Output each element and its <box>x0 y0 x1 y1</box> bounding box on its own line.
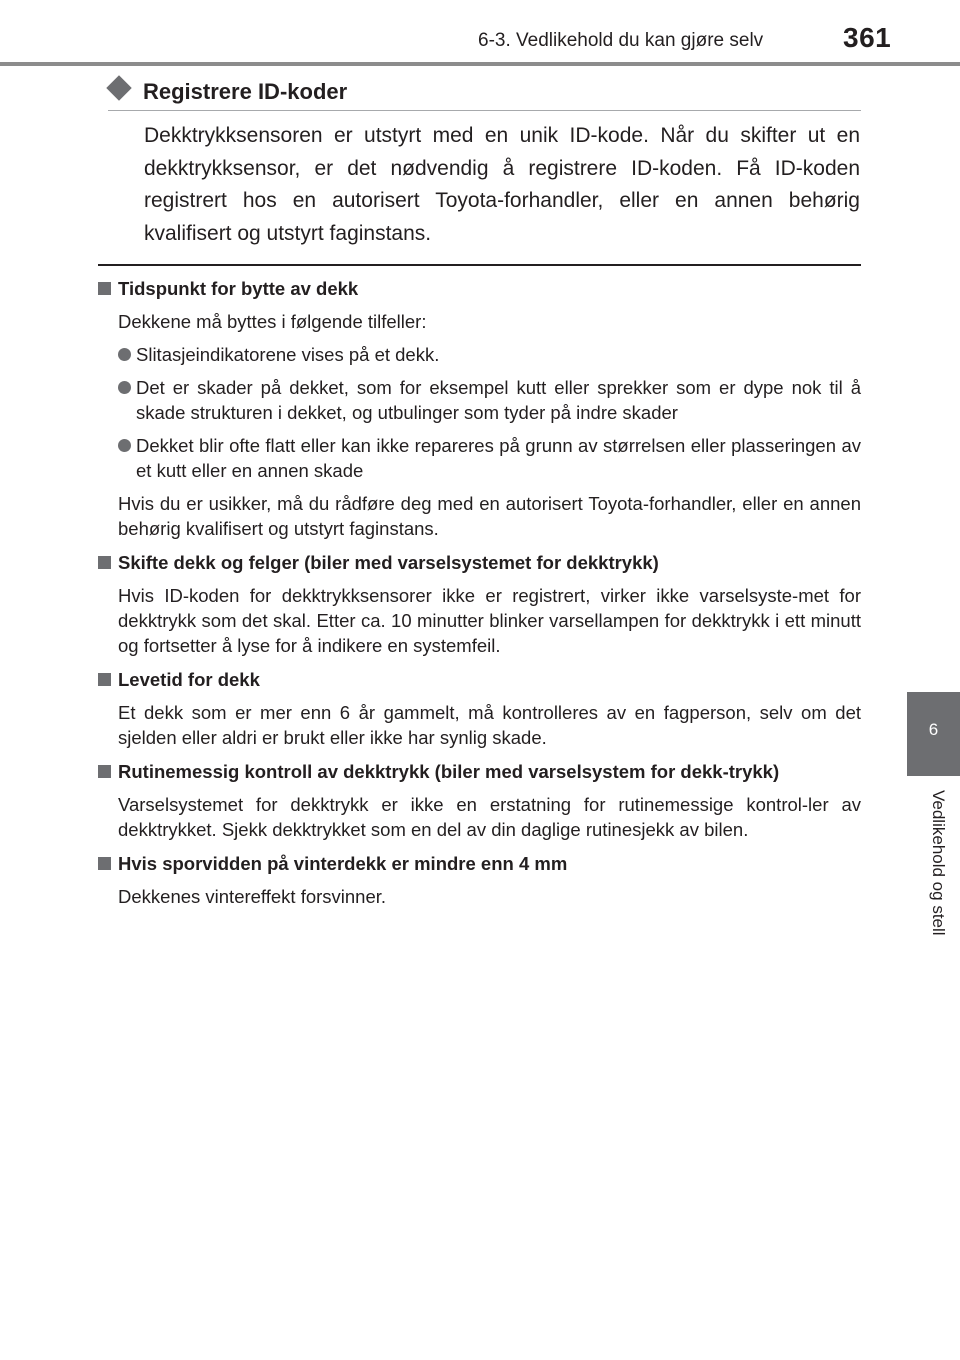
topic-heading-text: Skifte dekk og felger (biler med varselsystemet for dekktrykk) <box>118 552 659 573</box>
list-item-text: Dekket blir ofte flatt eller kan ikke repareres på grunn av størrelsen eller plasseringen av et kutt eller en annen skade <box>136 435 861 481</box>
topic-body: Et dekk som er mer enn 6 år gammelt, må kontrolleres av en fagperson, selv om det sjelden eller aldri er brukt eller ikke har synlig skade. <box>118 702 861 748</box>
section-heading <box>108 76 861 111</box>
topic-winter-tread-depth <box>98 851 861 909</box>
topic-heading <box>98 667 861 692</box>
topic-tire-replacement-time <box>98 276 861 541</box>
list-item <box>98 375 861 425</box>
square-bullet-icon <box>98 857 111 870</box>
topic-intro: Dekkene må byttes i følgende tilfeller: <box>118 311 427 332</box>
chapter-tab-number: 6 <box>928 720 939 739</box>
topic-routine-pressure-check <box>98 759 861 842</box>
section-divider <box>98 264 861 266</box>
list-item-text: Det er skader på dekket, som for eksempel kutt eller sprekker som er dype nok til å skade strukturen i dekket, og utbulinger som tyder på indre skader <box>136 377 861 423</box>
topic-heading <box>98 276 861 301</box>
topic-body: Dekkenes vintereffekt forsvinner. <box>118 886 387 907</box>
list-item-text: Slitasjeindikatorene vises på et dekk. <box>136 344 440 365</box>
chapter-tab-label: Vedlikehold og stell <box>929 790 948 936</box>
topic-body: Varselsystemet for dekktrykk er ikke en erstatning for rutinemessige kontrol-ler av dekktrykket. Sjekk dekktrykket som en del av din daglige rutinesjekk av bilen. <box>118 794 861 840</box>
topic-outro: Hvis du er usikker, må du rådføre deg med en autorisert Toyota-forhandler, eller en annen behørig kvalifisert og utstyrt faginstans. <box>118 493 861 539</box>
section-title: Registrere ID-koder <box>143 79 348 104</box>
topic-tire-rim-change <box>98 550 861 658</box>
topic-heading-text: Levetid for dekk <box>118 669 260 690</box>
list-item <box>98 433 861 483</box>
square-bullet-icon <box>98 673 111 686</box>
diamond-icon <box>106 75 131 100</box>
square-bullet-icon <box>98 556 111 569</box>
topic-heading-text: Tidspunkt for bytte av dekk <box>118 278 359 299</box>
topic-heading-text: Rutinemessig kontroll av dekktrykk (biler med varselsystem for dekk-trykk) <box>118 761 780 782</box>
list-item <box>98 342 861 367</box>
square-bullet-icon <box>98 282 111 295</box>
header-rule <box>0 62 960 66</box>
chapter-tab <box>907 692 960 776</box>
topic-body: Hvis ID-koden for dekktrykksensorer ikke er registrert, virker ikke varselsyste-met for dekktrykk som det skal. Etter ca. 10 minutter blinker varsellampen for dekktrykk i ett minutt og fortsetter å lyse for å indikere en systemfeil. <box>118 585 861 656</box>
header-section-title: 6-3. Vedlikehold du kan gjøre selv <box>478 30 764 51</box>
topics-list <box>98 276 861 918</box>
section-body: Dekktrykksensoren er utstyrt med en unik ID-kode. Når du skifter ut en dekktrykksensor, er det nødvendig å registrere ID-koden. Få ID-koden registrert hos en autorisert Toyota-forhandler, eller en annen behørig kvalifisert og utstyrt faginstans. <box>144 124 860 245</box>
circle-bullet-icon <box>118 381 131 394</box>
topic-heading-text: Hvis sporvidden på vinterdekk er mindre enn 4 mm <box>118 853 568 874</box>
circle-bullet-icon <box>118 439 131 452</box>
topic-heading <box>98 550 861 575</box>
circle-bullet-icon <box>118 348 131 361</box>
topic-heading <box>98 759 861 784</box>
topic-tire-lifetime <box>98 667 861 750</box>
topic-heading <box>98 851 861 876</box>
page-number: 361 <box>843 22 892 53</box>
square-bullet-icon <box>98 765 111 778</box>
